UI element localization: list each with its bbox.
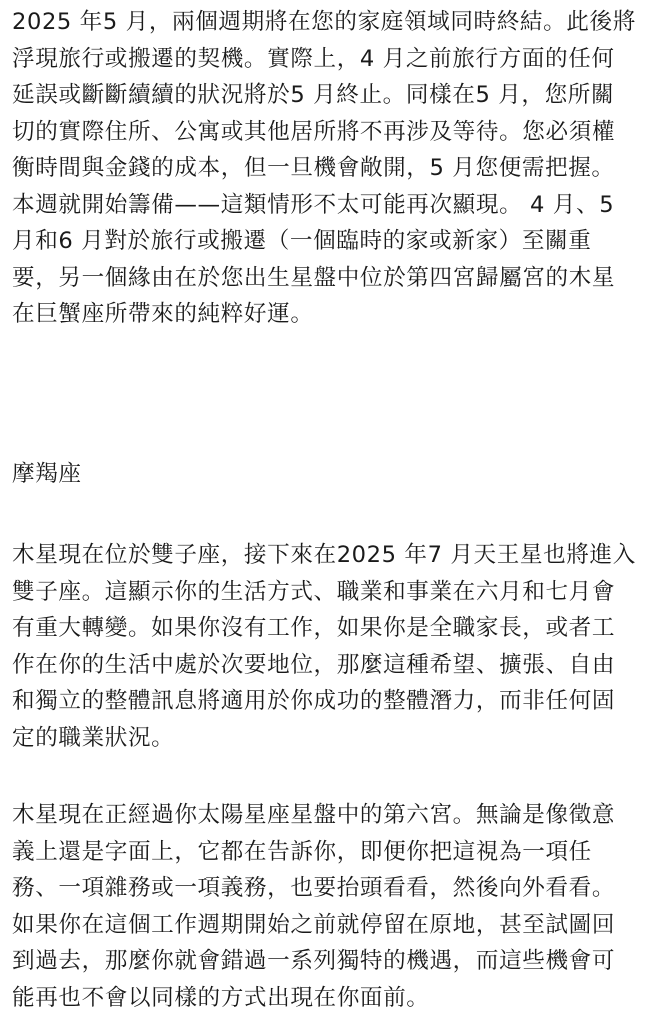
text-line: 定的職業狀況。 (12, 724, 175, 751)
text-line: 浮現旅行或搬遷的契機。實際上，4 月之前旅行方面的任何 (12, 45, 615, 72)
paragraph-jupiter-gemini (12, 537, 657, 756)
text-line: 和獨立的整體訊息將適用於你成功的整體潛力，而非任何固 (12, 688, 616, 714)
text-line: 雙子座。這顯示你的生活方式、職業和事業在六月和七月會 (12, 578, 616, 605)
text-line: 義上還是字面上，它都在告訴你，即便你把這視為一項任 (12, 838, 592, 865)
text-line: 切的實際住所、公寓或其他居所將不再涉及等待。您必須權 (12, 118, 616, 145)
section-heading-capricorn (12, 456, 657, 493)
text-line: 務、一項雜務或一項義務，也要抬頭看看，然後向外看看。 (12, 875, 616, 901)
text-line: 到過去，那麼你就會錯過一系列獨特的機遇，而這些機會可 (12, 948, 616, 974)
text-line: 有重大轉變。如果你沒有工作，如果你是全職家長，或者工 (12, 615, 616, 641)
heading-text: 摩羯座 (12, 461, 82, 487)
paragraph-sixth-house (12, 797, 657, 1016)
text-line: 2025 年5 月，兩個週期將在您的家庭領域同時終結。此後將 (12, 9, 636, 35)
text-line: 本週就開始籌備——這類情形不太可能再次顯現。 4 月、5 (12, 191, 615, 218)
text-line: 月和6 月對於旅行或搬遷（一個臨時的家或新家）至關重 (12, 228, 592, 254)
text-line: 衡時間與金錢的成本，但一旦機會敞開，5 月您便需把握。 (12, 155, 615, 181)
paragraph-travel-relocation (12, 4, 657, 333)
text-line: 作在你的生活中處於次要地位，那麼這種希望、擴張、自由 (12, 651, 616, 678)
text-line: 能再也不會以同樣的方式出現在你面前。 (12, 984, 430, 1011)
text-line: 在巨蟹座所帶來的純粹好運。 (12, 301, 314, 327)
text-line: 如果你在這個工作週期開始之前就停留在原地，甚至試圖回 (12, 911, 616, 938)
text-line: 延誤或斷斷續續的狀況將於5 月終止。同樣在5 月，您所關 (12, 82, 615, 108)
text-line: 木星現在正經過你太陽星座星盤中的第六宮。無論是像徵意 (12, 802, 616, 828)
text-line: 木星現在位於雙子座，接下來在2025 年7 月天王星也將進入 (12, 542, 636, 568)
text-line: 要，另一個緣由在於您出生星盤中位於第四宮歸屬宮的木星 (12, 264, 616, 291)
